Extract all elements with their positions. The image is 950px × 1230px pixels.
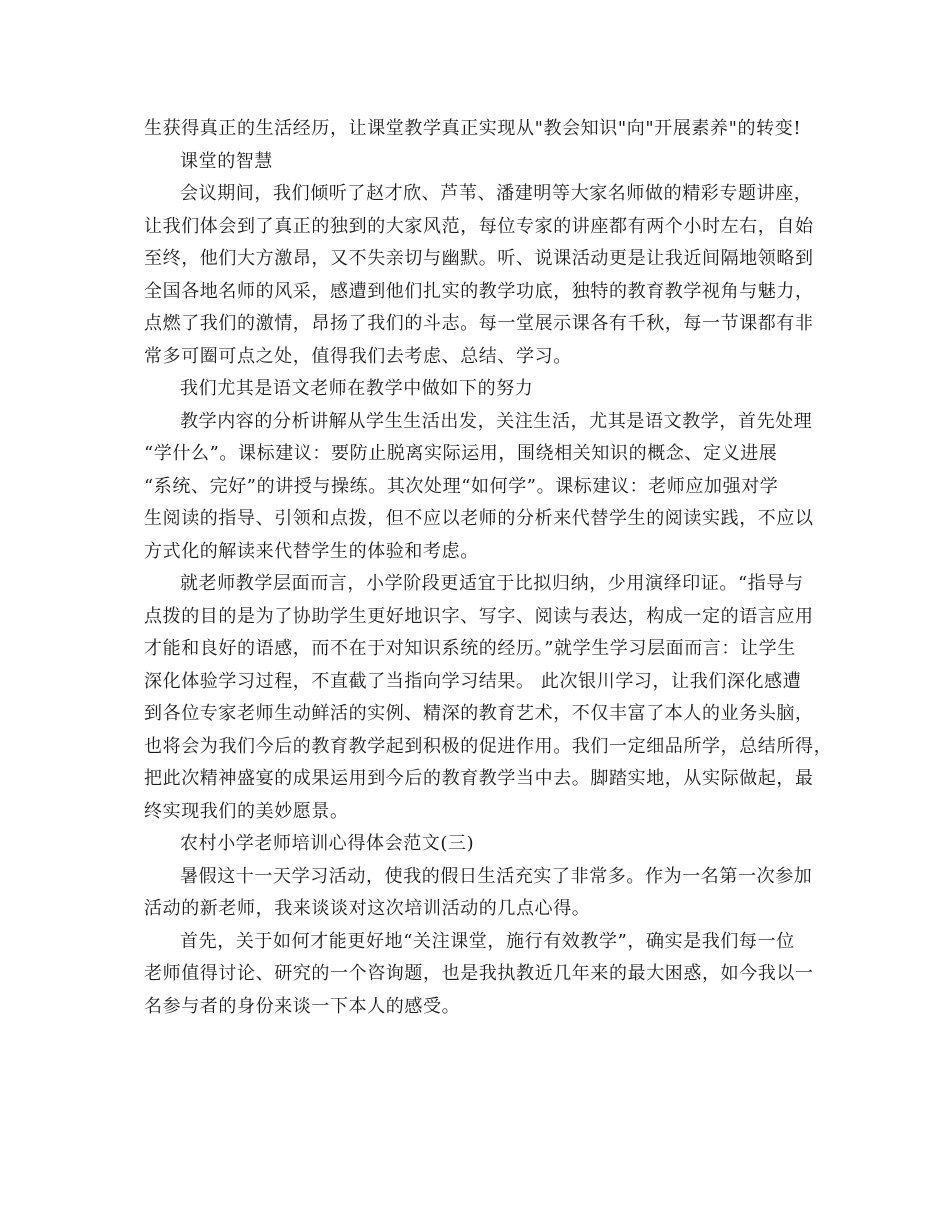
paragraph-line: 方式化的解读来代替学生的体验和考虑。: [144, 540, 479, 562]
paragraph-line: 至终，他们大方激昂，又不失亲切与幽默。听、说课活动更是让我近间隔地领略到: [144, 248, 814, 269]
paragraph-line: “学什么”。课标建议：要防止脱离实际运用，围绕相关知识的概念、定义进展: [144, 443, 778, 464]
paragraph-line: 点燃了我们的激情，昂扬了我们的斗志。每一堂展示课各有千秋，每一节课都有非: [144, 313, 814, 334]
paragraph-line: 老师值得讨论、研究的一个咨询题，也是我执教近几年来的最大困惑，如今我以一: [144, 963, 814, 984]
paragraph-start-line: 我们尤其是语文老师在教学中做如下的努力: [180, 378, 534, 399]
paragraph-start-line: 会议期间，我们倾听了赵才欣、芦苇、潘建明等大家名师做的精彩专题讲座，: [180, 183, 813, 204]
paragraph-line: 生获得真正的生活经历，让课堂教学真正实现从"教会知识"向"开展素养"的转变!: [144, 118, 802, 139]
paragraph-line: 到各位专家老师生动鲜活的实例、精深的教育艺术，不仅丰富了本人的业务头脑，: [144, 703, 814, 724]
paragraph-start-line: 就老师教学层面而言，小学阶段更适宜于比拟归纳，少用演绎印证。“指导与: [180, 573, 804, 594]
paragraph-line: “系统、完好”的讲授与操练。其次处理“如何学”。课标建议：老师应加强对学: [144, 475, 779, 497]
paragraph-line: 活动的新老师，我来谈谈对这次培训活动的几点心得。: [144, 898, 591, 919]
paragraph-line: 名参与者的身份来谈一下本人的感受。: [144, 995, 461, 1017]
paragraph-line: 终实现我们的美妙愿景。: [144, 800, 349, 822]
paragraph-start-line: 课堂的智慧: [180, 150, 273, 172]
paragraph-start-line: 农村小学老师培训心得体会范文(三): [180, 833, 475, 854]
paragraph-line: 点拨的目的是为了协助学生更好地识字、写字、阅读与表达，构成一定的语言应用: [144, 605, 814, 627]
document-body: [144, 113, 833, 1023]
paragraph-line: 也将会为我们今后的教育教学起到积极的促进作用。我们一定细品所学，总结所得，: [144, 735, 833, 757]
paragraph-line: 全国各地名师的风采，感遭到他们扎实的教学功底，独特的教育教学视角与魅力，: [144, 280, 814, 302]
paragraph-start-line: 暑假这十一天学习活动，使我的假日生活充实了非常多。作为一名第一次参加: [180, 865, 813, 887]
paragraph-start-line: 教学内容的分析讲解从学生生活出发，关注生活，尤其是语文教学，首先处理: [180, 410, 813, 432]
paragraph-start-line: 首先，关于如何才能更好地“关注课堂，施行有效教学”，确实是我们每一位: [180, 930, 795, 952]
paragraph-line: 让我们体会到了真正的独到的大家风范，每位专家的讲座都有两个小时左右，自始: [144, 215, 814, 237]
paragraph-line: 才能和良好的语感，而不在于对知识系统的经历。”就学生学习层面而言：让学生: [144, 638, 796, 659]
paragraph-line: 生阅读的指导、引领和点拨，但不应以老师的分析来代替学生的阅读实践，不应以: [144, 508, 814, 529]
paragraph-line: 深化体验学习过程，不直截了当指向学习结果。 此次银川学习，让我们深化感遭: [144, 670, 802, 692]
paragraph-line: 把此次精神盛宴的成果运用到今后的教育教学当中去。脚踏实地，从实际做起，最: [144, 768, 814, 789]
paragraph-line: 常多可圈可点之处，值得我们去考虑、总结、学习。: [144, 345, 572, 367]
